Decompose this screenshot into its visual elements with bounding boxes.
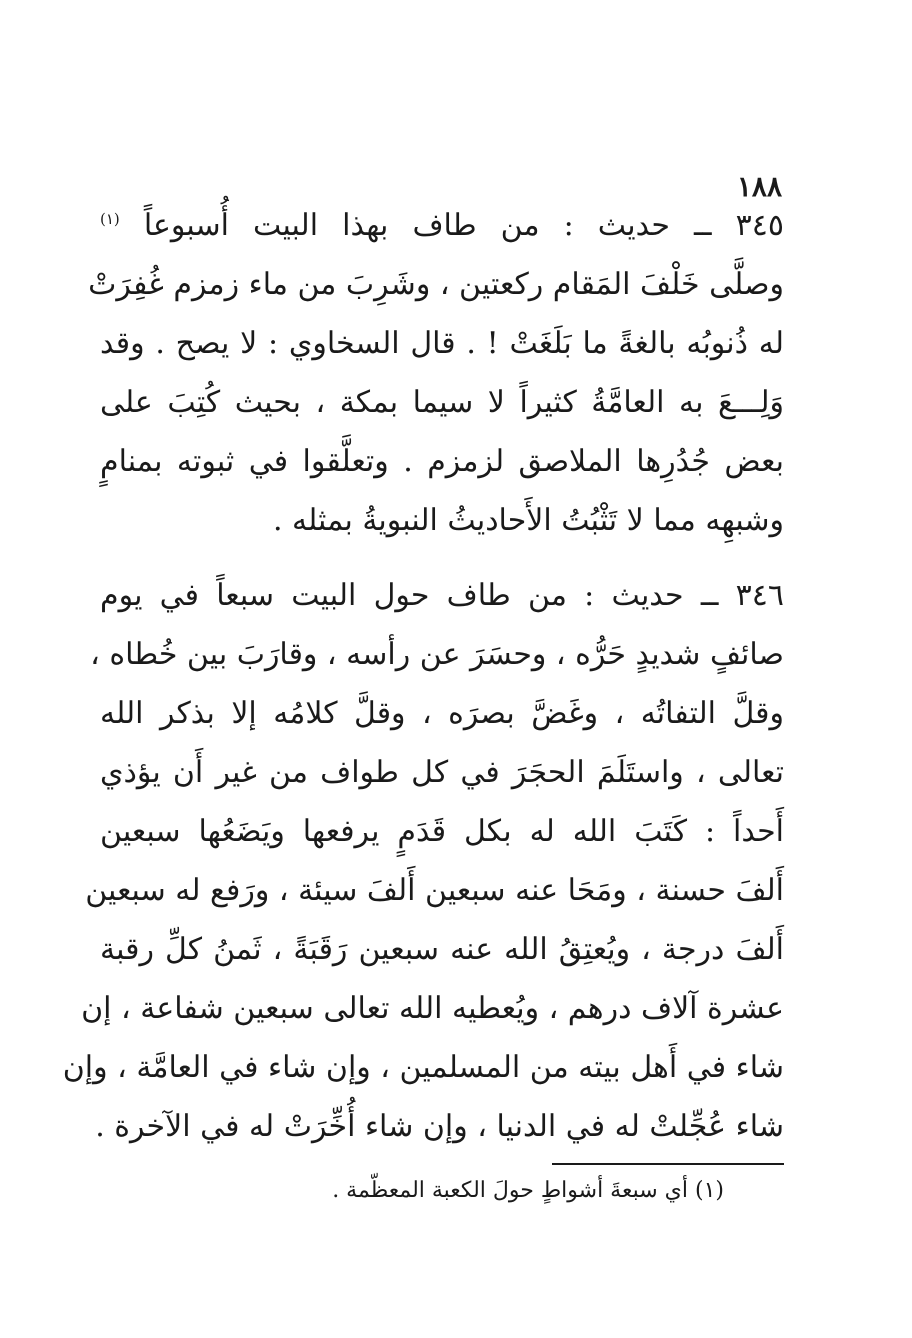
text-line: بعض جُدُرِها الملاصق لزمزم . وتعلَّقوا في ثبوته بمنامٍ (100, 444, 784, 479)
hadith-entry-346 (62, 566, 784, 1156)
footnote: (١) أي سبعةَ أشواطٍ حولَ الكعبة المعظّمة . (332, 1178, 724, 1203)
text-line: شاء عُجِّلتْ له في الدنيا ، وإن شاء أُخِّرَتْ له في الآخرة . (95, 1109, 784, 1144)
text-line: صائفٍ شديدٍ حَرُّه ، وحسَرَ عن رأسه ، وقارَبَ بين خُطاه ، (90, 637, 784, 672)
text-line: تعالى ، واستَلَمَ الحجَرَ في كل طواف من غير أَن يؤذي (100, 755, 784, 790)
footnote-marker: (١) (100, 210, 120, 228)
footnote-divider (552, 1163, 784, 1165)
text-line: وقلَّ التفاتُه ، وغَضَّ بصرَه ، وقلَّ كلامُه إلا بذكر الله (100, 696, 784, 731)
text-line: أَحداً : كَتَبَ الله له بكل قَدَمٍ يرفعها ويَضَعُها سبعين (100, 814, 784, 849)
text-line: وصلَّى خَلْفَ المَقام ركعتين ، وشَرِبَ من ماء زمزم غُفِرَتْ (88, 267, 784, 302)
text-line: له ذُنوبُه بالغةً ما بَلَغَتْ ! . قال السخاوي : لا يصح . وقد (100, 326, 784, 361)
hadith-entry-345 (88, 196, 784, 550)
text-line: ٣٤٦ ــ حديث : من طاف حول البيت سبعاً في يوم (100, 578, 784, 613)
text-line: أَلفَ درجة ، ويُعتِقُ الله عنه سبعين رَقَبَةً ، ثَمنُ كلِّ رقبة (100, 932, 784, 967)
page-number: ١٨٨ (736, 170, 782, 203)
text-line: ٣٤٥ ــ حديث : من طاف بهذا البيت أُسبوعاً $^{(١)}$ (100, 208, 784, 243)
text-line: أَلفَ حسنة ، ومَحَا عنه سبعين أَلفَ سيئة ، ورَفع له سبعين (85, 873, 784, 908)
text-line: شاء في أَهل بيته من المسلمين ، وإن شاء في العامَّة ، وإن (62, 1050, 784, 1085)
text-line: وَلِـــعَ به العامَّةُ كثيراً لا سيما بمكة ، بحيث كُتِبَ على (100, 385, 784, 420)
text-line: وشبهِه مما لا تَثْبُتُ الأَحاديثُ النبويةُ بمثله . (272, 503, 784, 538)
text-line: عشرة آلاف درهم ، ويُعطيه الله تعالى سبعين شفاعة ، إن (81, 991, 784, 1026)
